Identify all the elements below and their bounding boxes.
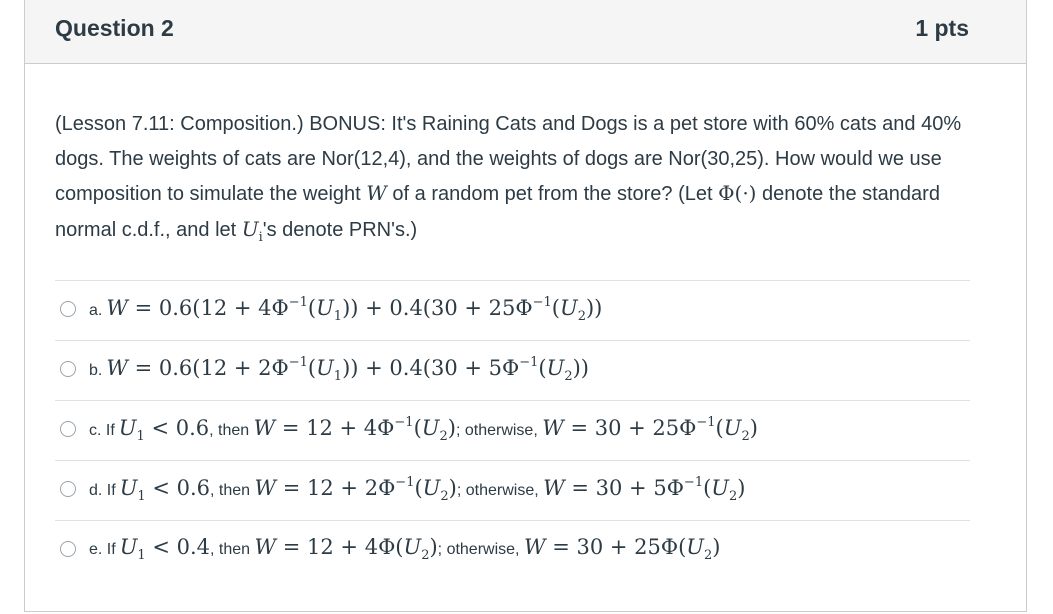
math-expr: = 0.6(12 + 4Φ <box>127 296 289 320</box>
question-points: 1 pts <box>915 15 969 41</box>
math-superscript: −1 <box>288 295 308 310</box>
answer-equation <box>542 415 758 444</box>
math-superscript: −1 <box>519 355 539 370</box>
math-superscript: −1 <box>288 355 308 370</box>
radio-button-a[interactable] <box>60 301 76 317</box>
math-expr: < 0.6 <box>145 476 211 500</box>
answer-list <box>55 280 970 580</box>
math-subscript: 2 <box>421 548 430 563</box>
math-subscript: 2 <box>741 429 750 444</box>
math-subscript: 1 <box>333 309 343 324</box>
math-var-w: W <box>523 535 546 559</box>
math-var-u: U <box>686 535 704 559</box>
question-text-part: 's denote PRN's.) <box>262 218 418 241</box>
math-subscript: 2 <box>439 429 448 444</box>
math-expr: ( <box>538 356 547 380</box>
answer-option-b[interactable] <box>55 340 970 400</box>
math-subscript: 2 <box>703 548 713 563</box>
answer-text-b <box>89 355 589 384</box>
answer-text-e <box>89 535 720 563</box>
math-var-u: U <box>118 416 137 440</box>
question-card <box>24 0 1027 612</box>
answer-letter: a. <box>89 302 103 319</box>
math-var-w: W <box>366 181 387 205</box>
math-var-u: U <box>119 535 138 559</box>
math-subscript: 2 <box>564 369 573 384</box>
answer-equation <box>523 535 721 563</box>
answer-text-otherwise: ; otherwise, <box>456 482 544 499</box>
question-text-part: of a random pet from the store? (Let <box>386 183 719 205</box>
math-var-u: U <box>119 476 138 500</box>
answer-equation <box>254 475 457 504</box>
math-expr: ( <box>307 296 317 320</box>
math-expr: < 0.6 <box>144 416 210 440</box>
math-expr: ) <box>429 535 438 559</box>
math-superscript: −1 <box>394 415 414 430</box>
math-subscript: 1 <box>136 429 145 444</box>
math-superscript: −1 <box>696 415 716 430</box>
answer-text-otherwise: ; otherwise, <box>455 422 543 439</box>
question-header <box>25 0 1026 64</box>
answer-letter: e. If <box>89 541 116 558</box>
math-expr: ) <box>447 416 456 440</box>
answer-equation <box>106 355 589 384</box>
math-subscript: 2 <box>577 309 586 324</box>
math-subscript: i <box>258 229 263 245</box>
radio-button-c[interactable] <box>60 421 76 437</box>
math-var-w: W <box>254 535 277 559</box>
answer-option-e[interactable] <box>55 520 970 580</box>
math-var-u: U <box>559 296 578 320</box>
math-expr: = 0.6(12 + 2Φ <box>127 356 289 380</box>
math-var-u: U <box>403 535 422 559</box>
radio-button-d[interactable] <box>60 481 76 497</box>
math-var-u: U <box>546 356 565 380</box>
answer-equation <box>106 295 603 324</box>
math-superscript: −1 <box>395 475 415 490</box>
question-text-part: (Lesson 7.11: Composition.) BONUS: It's Raining Cats and Dogs is a pet store with 60% cats and 40% dogs. The weights of cats are Nor(12,4), and the weights of dogs are Nor(30,25). How would we use composition to simulate the weight <box>55 113 962 205</box>
radio-button-b[interactable] <box>60 361 76 377</box>
answer-letter: b. <box>89 362 103 379</box>
math-var-u: U <box>421 416 440 440</box>
math-expr: ( <box>413 416 422 440</box>
math-var-u: U <box>241 216 259 241</box>
math-expr: = 30 + 25Φ <box>563 416 697 440</box>
math-subscript: 1 <box>333 369 343 384</box>
math-expr: ) <box>749 416 758 440</box>
answer-equation <box>119 535 211 563</box>
math-var-u: U <box>711 476 729 500</box>
answer-equation <box>253 415 456 444</box>
answer-text-a <box>89 295 602 324</box>
math-var-w: W <box>543 476 565 500</box>
math-phi-notation: Φ(·) <box>718 181 757 205</box>
math-var-u: U <box>316 356 334 380</box>
math-var-w: W <box>106 356 128 380</box>
answer-equation <box>118 416 210 444</box>
math-superscript: −1 <box>532 295 552 310</box>
question-text-part: denote the standard normal c.d.f., and let <box>55 183 940 241</box>
answer-text-c <box>89 415 758 444</box>
answer-equation <box>543 475 746 504</box>
answer-option-c[interactable] <box>55 400 970 460</box>
answer-text-then: , then <box>210 482 255 499</box>
answer-text-otherwise: ; otherwise, <box>437 541 524 558</box>
answer-letter: c. If <box>89 422 115 439</box>
answer-option-d[interactable] <box>55 460 970 520</box>
math-expr: ( <box>307 356 317 380</box>
answer-option-a[interactable] <box>55 280 970 340</box>
math-expr: ( <box>703 476 712 500</box>
math-var-w: W <box>542 416 564 440</box>
answer-equation <box>119 476 211 504</box>
math-subscript: 1 <box>137 548 146 563</box>
math-var-w: W <box>253 416 276 440</box>
math-expr: )) + 0.4(30 + 5Φ <box>342 356 520 380</box>
answer-letter: d. If <box>89 482 116 499</box>
math-expr: = 12 + 4Φ( <box>276 535 404 559</box>
math-subscript: 2 <box>729 489 738 504</box>
math-expr: = 12 + 2Φ <box>276 476 396 500</box>
math-expr: )) <box>585 296 603 320</box>
math-expr: = 30 + 5Φ <box>564 476 684 500</box>
math-superscript: −1 <box>683 475 704 490</box>
math-var-w: W <box>254 476 277 500</box>
answer-text-d <box>89 475 745 504</box>
question-title: Question 2 <box>55 15 174 41</box>
answer-text-then: , then <box>210 541 255 558</box>
math-expr: = 12 + 4Φ <box>275 416 395 440</box>
math-expr: ( <box>414 476 423 500</box>
math-var-u: U <box>422 476 441 500</box>
math-subscript: 1 <box>137 489 146 504</box>
math-subscript: 2 <box>440 489 449 504</box>
math-expr: < 0.4 <box>145 535 211 559</box>
math-expr: ( <box>715 416 724 440</box>
math-expr: )) + 0.4(30 + 25Φ <box>342 296 533 320</box>
math-expr: ( <box>551 296 560 320</box>
math-expr: ) <box>737 476 746 500</box>
answer-equation <box>254 535 438 563</box>
math-expr: ) <box>712 535 721 559</box>
math-expr: = 30 + 25Φ( <box>545 535 687 559</box>
radio-button-e[interactable] <box>60 541 76 557</box>
math-expr: ) <box>448 476 457 500</box>
math-var-u: U <box>316 296 334 320</box>
question-text <box>55 107 975 255</box>
answer-text-then: , then <box>209 422 254 439</box>
math-var-w: W <box>106 296 128 320</box>
math-expr: )) <box>572 356 589 380</box>
math-var-u: U <box>723 416 742 440</box>
